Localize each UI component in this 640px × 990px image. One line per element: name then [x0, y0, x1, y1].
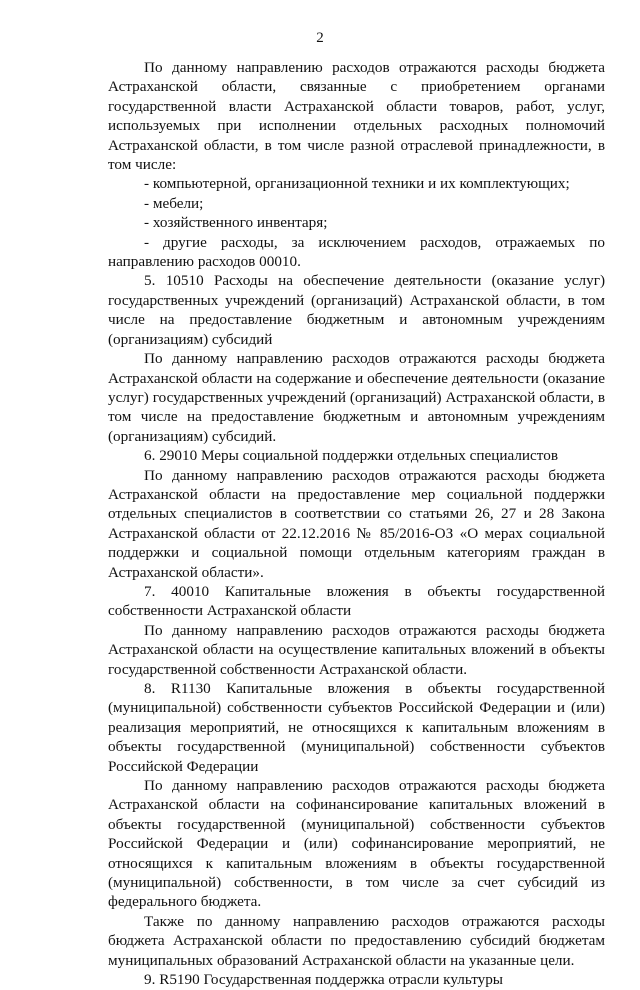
- section-heading-40010: 7. 40010 Капитальные вложения в объекты государственной собственности Астраханской области: [108, 582, 605, 620]
- paragraph-r1130: По данному направлению расходов отражаются расходы бюджета Астраханской области на софинансирование капитальных вложений в объекты государственной (муниципальной) собственности субъектов Российской Федерации и (или) софинансирование мероприятий, не относящихся к капитальным вложениям в объекты государственной (муниципальной) собственности, в том числе за счет субсидий из федерального бюджета.: [108, 777, 605, 911]
- section-heading-10510: 5. 10510 Расходы на обеспечение деятельности (оказание услуг) государственных учреждений (организаций) Астраханской области, в том числе на предоставление бюджетным и автономным учреждениям (организациям) субсидий: [108, 272, 605, 348]
- paragraph-r1130-also: Также по данному направлению расходов отражаются расходы бюджета Астраханской области по предоставлению субсидий бюджетам муниципальных образований Астраханской области на указанные цели.: [108, 912, 605, 969]
- list-item-other: - другие расходы, за исключением расходов, отражаемых по направлению расходов 00010.: [108, 233, 605, 271]
- paragraph-29010: По данному направлению расходов отражаются расходы бюджета Астраханской области на предоставление мер социальной поддержки отдельных специалистов в соответствии со статьями 26, 27 и 28 Закона Астраханской области от 22.12.2016 № 85/2016-ОЗ «О мерах социальной поддержки и социальной помощи отдельным категориям граждан в Астраханской области».: [108, 466, 605, 581]
- section-heading-29010: 6. 29010 Меры социальной поддержки отдельных специалистов: [144, 447, 558, 465]
- list-item-computers: - компьютерной, организационной техники и их комплектующих;: [144, 175, 570, 193]
- paragraph-10510: По данному направлению расходов отражаются расходы бюджета Астраханской области на содержание и обеспечение деятельности (оказание услуг) государственных учреждений (организаций) Астраханской области, в том числе на предоставление бюджетным и автономным учреждениям (организациям) субсидий.: [108, 350, 605, 445]
- page-number: 2: [316, 30, 324, 46]
- list-item-inventory: - хозяйственного инвентаря;: [144, 214, 328, 232]
- section-heading-r5190: 9. R5190 Государственная поддержка отрасли культуры: [144, 971, 504, 989]
- document-body: [108, 58, 605, 990]
- paragraph-40010: По данному направлению расходов отражаются расходы бюджета Астраханской области на осуществление капитальных вложений в объекты государственной собственности Астраханской области.: [108, 621, 605, 678]
- section-heading-r1130: 8. R1130 Капитальные вложения в объекты государственной (муниципальной) собственности субъектов Российской Федерации и (или) реализация мероприятий, не относящихся к капитальным вложениям в объекты государственной (муниципальной) собственности субъектов Российской Федерации: [108, 680, 605, 775]
- list-item-furniture: - мебели;: [144, 194, 204, 212]
- paragraph-intro: По данному направлению расходов отражаются расходы бюджета Астраханской области, связанные с приобретением органами государственной власти Астраханской области товаров, работ, услуг, используемых при исполнении отдельных расходных полномочий Астраханской области, в том числе разной отраслевой принадлежности, в том числе:: [108, 59, 605, 174]
